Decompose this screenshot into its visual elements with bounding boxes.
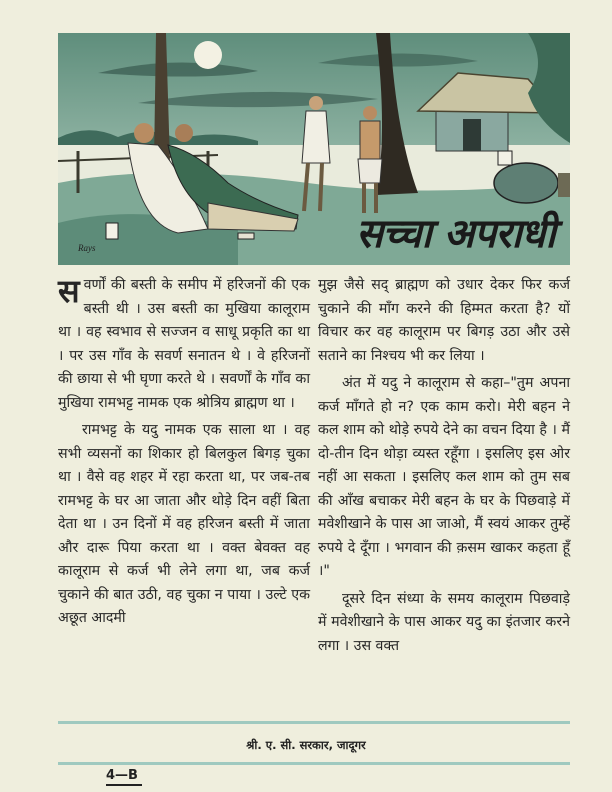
author-credit: श्री. ए. सी. सरकार, जादूगर	[246, 738, 366, 752]
pot	[494, 163, 558, 203]
glass	[106, 223, 118, 239]
right-column	[318, 274, 570, 658]
page-number: 4—B	[106, 768, 142, 786]
bottle	[238, 233, 254, 239]
story-title: सच्चा अपराधी	[356, 211, 555, 257]
moon	[194, 41, 222, 69]
hut-door	[463, 119, 481, 151]
artist-signature: Rays	[78, 243, 96, 253]
paragraph: दूसरे दिन संध्या के समय कालूराम पिछवाड़े में मवेशीखाने के पास आकर यदु का इंतजार करने लगा । उस वक्त	[318, 590, 570, 654]
paragraph: अंत में यदु ने कालूराम से कहा–"तुम अपना कर्ज माँगते हो न? एक काम करो। मेरी बहन ने कल शाम को थोड़े रुपये देने का वचन दिया है । मैं दो-तीन दिन थोड़ा व्यस्त रहूँगा । इसलिए इस ओर नहीं आ सकता । इसलिए कल शाम को तुम सब की आँख बचाकर मेरी बहन के घर के पिछवाड़े में मवेशीखाने के पास आ जाओ, मैं स्वयं आकर तुम्हें रुपये दे दूँगा । भगवान की क़सम खाकर कहता हूँ ।"	[318, 375, 570, 579]
dropcap: स	[58, 272, 80, 310]
left-column	[58, 274, 310, 631]
paragraph: सवर्णों की बस्ती के समीप में हरिजनों की एक बस्ती थी । उस बस्ती का मुखिया कालूराम था । वह स्वभाव से सज्जन व साधू प्रकृति का था । पर उस गाँव के सवर्ण सनातन थे । वे हरिजनों की छाया से भी घृणा करते थे । सवर्णों के गाँव का मुखिया रामभट्ट नामक एक श्रोत्रिय ब्राह्मण था ।	[58, 272, 310, 411]
paragraph: मुझ जैसे सद् ब्राह्मण को उधार देकर फिर कर्ज चुकाने की माँग करने की हिम्मत करता है? यों विचार कर वह कालूराम पर बिगड़ उठा और उसे सताने का निश्चय भी कर लिया ।	[318, 277, 570, 364]
divider-bottom	[58, 762, 570, 765]
divider-top	[58, 721, 570, 724]
cup	[498, 151, 512, 165]
paragraph: रामभट्ट के यदु नामक एक साला था । वह सभी व्यसनों का शिकार हो बिलकुल बिगड़ चुका था । वैसे वह शहर में रहा करता था, पर जब-तब रामभट्ट के घर आ जाता और थोड़े दिन वहीं बिता देता था । उन दिनों में वह हरिजन बस्ती में जाता और दारू पिया करता था । वक्त बेवक्त वह कालूराम से कर्ज भी लेने लगा था, जब कर्ज चुकाने की बात उठी, वह चुका न पाया । उल्टे एक अछूत आदमी	[58, 422, 310, 626]
basket	[558, 173, 570, 197]
